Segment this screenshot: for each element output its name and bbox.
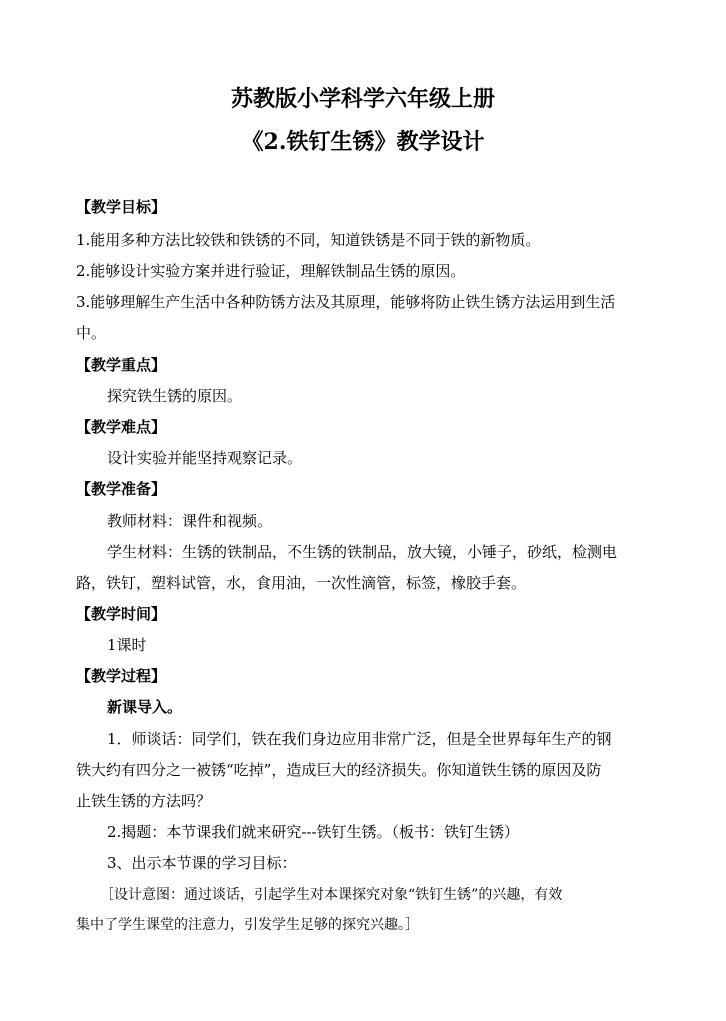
step-1-line-2: 铁大约有四分之一被锈“吃掉”，造成巨大的经济损失。你知道铁生锈的原因及防 [76,761,602,779]
process-heading: 【教学过程】 [76,667,167,685]
document-subtitle: 《2.铁钉生锈》教学设计 [241,129,485,155]
objective-2: 2.能够设计实验方案并进行验证，理解铁制品生锈的原因。 [76,262,466,280]
time-text: 1课时 [107,636,147,654]
preparation-heading: 【教学准备】 [76,480,167,498]
preparation-student-line-2: 路，铁钉，塑料试管，水，食用油，一次性滴管，标签，橡胶手套。 [76,574,527,592]
difficulty-heading: 【教学难点】 [76,418,167,436]
intro-heading: 新课导入。 [107,698,183,716]
preparation-student-line-1: 学生材料：生锈的铁制品，不生锈的铁制品，放大镜，小锤子，砂纸，检测电 [107,543,618,561]
design-intent-line-2: 集中了学生课堂的注意力，引发学生足够的探究兴趣。］ [76,917,419,933]
preparation-teacher: 教师材料：课件和视频。 [107,512,273,530]
objectives-heading: 【教学目标】 [76,198,167,216]
step-1-line-1: 1．师谈话：同学们，铁在我们身边应用非常广泛，但是全世界每年生产的钢 [107,730,612,748]
objective-3-line-1: 3.能够理解生产生活中各种防锈方法及其原理，能够将防止铁生锈方法运用到生活 [76,293,616,311]
keypoint-heading: 【教学重点】 [76,356,167,374]
design-intent-line-1: ［设计意图：通过谈话，引起学生对本课探究对象“铁钉生锈”的兴趣，有效 [100,887,563,903]
time-heading: 【教学时间】 [76,605,167,623]
difficulty-text: 设计实验并能坚持观察记录。 [107,449,303,467]
document-title: 苏教版小学科学六年级上册 [230,86,495,112]
step-3: 3、出示本节课的学习目标： [107,854,297,872]
objective-3-line-2: 中。 [76,324,107,342]
keypoint-text: 探究铁生锈的原因。 [107,387,243,405]
step-1-line-3: 止铁生锈的方法吗？ [76,792,212,810]
objective-1: 1.能用多种方法比较铁和铁锈的不同，知道铁锈是不同于铁的新物质。 [76,231,541,249]
step-2: 2.揭题：本节课我们就来研究---铁钉生锈。（板书：铁钉生锈） [107,823,520,841]
